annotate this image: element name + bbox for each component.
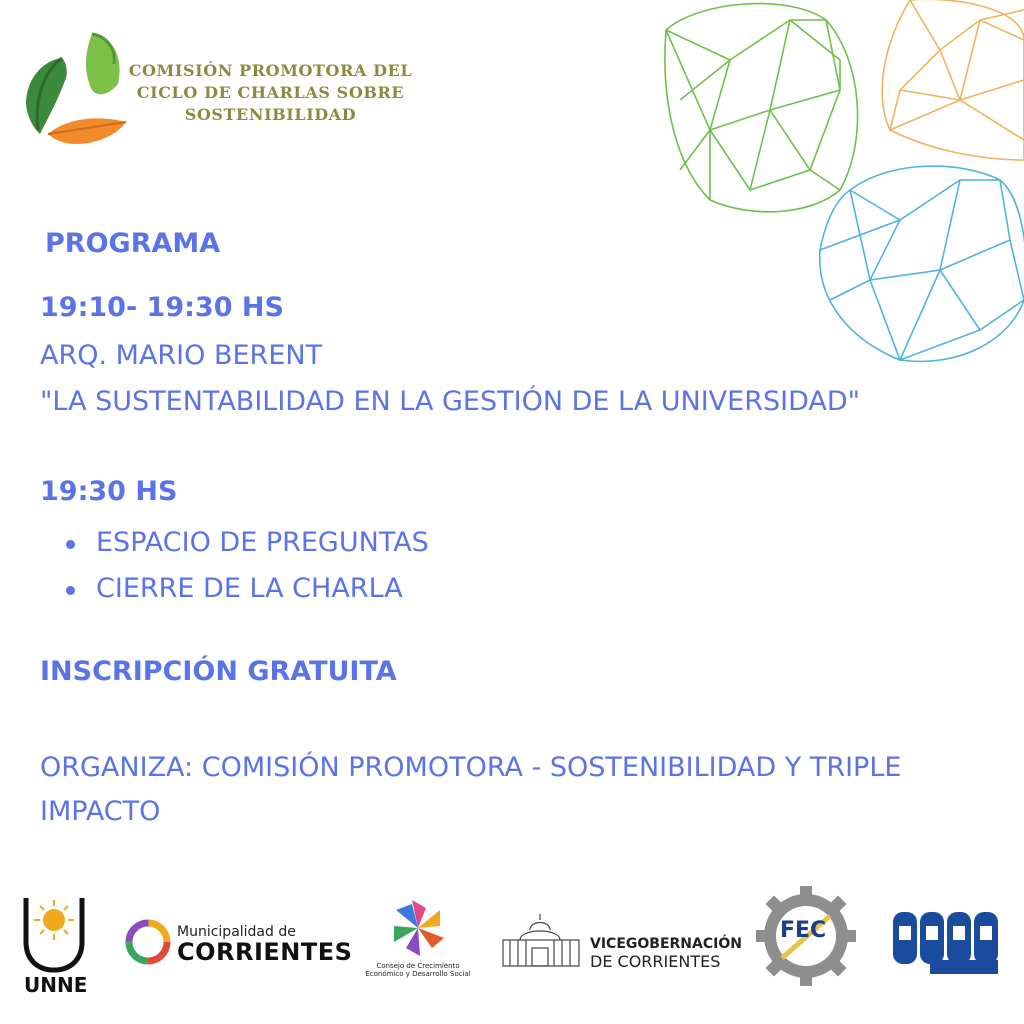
unne-label: UNNE <box>24 973 88 997</box>
slot1-speaker: ARQ. MARIO BERENT <box>40 340 323 371</box>
list-item <box>62 566 429 612</box>
header-line-1: COMISIÓN PROMOTORA DEL <box>128 61 413 80</box>
header-line-3: SOSTENIBILIDAD <box>184 105 357 124</box>
bullet-icon <box>66 586 75 595</box>
list-item-text: CIERRE DE LA CHARLA <box>96 573 403 604</box>
consejo-pinwheel-icon <box>394 900 444 956</box>
list-item <box>62 520 429 566</box>
sponsor-logos-graphics <box>0 880 1024 1000</box>
bullet-icon <box>66 540 75 549</box>
cpce-sublabel: corrientes <box>938 962 996 973</box>
slot1-talk-title: "LA SUSTENTABILIDAD EN LA GESTIÓN DE LA UNIVERSIDAD" <box>40 386 861 417</box>
slot1-time: 19:10- 19:30 HS <box>40 292 284 323</box>
municipalidad-logo-icon <box>129 923 167 961</box>
orange-wireframe-sphere <box>882 0 1024 160</box>
slot2-items-list <box>62 520 429 612</box>
unne-logo-icon <box>26 898 82 970</box>
vicegobernacion-label-line1: VICEGOBERNACIÓN <box>590 936 742 952</box>
green-wireframe-sphere <box>665 4 858 212</box>
header-organization-name <box>128 60 413 126</box>
fec-label: FEC <box>780 918 827 943</box>
header-line-2: CICLO DE CHARLAS SOBRE <box>136 83 405 102</box>
vicegobernacion-label-line2: DE CORRIENTES <box>590 952 721 971</box>
blue-wireframe-sphere <box>820 166 1024 361</box>
slot2-time: 19:30 HS <box>40 476 178 507</box>
registration-notice: INSCRIPCIÓN GRATUITA <box>40 656 397 687</box>
vicegobernacion-building-icon <box>503 914 579 966</box>
consejo-label: Consejo de Crecimiento Económico y Desarrollo Social <box>365 962 471 978</box>
organizer-text: ORGANIZA: COMISIÓN PROMOTORA - SOSTENIBILIDAD Y TRIPLE IMPACTO <box>40 752 902 827</box>
list-item-text: ESPACIO DE PREGUNTAS <box>96 527 429 558</box>
municipalidad-label-big: CORRIENTES <box>177 938 353 966</box>
wireframe-spheres-decoration <box>640 0 1024 370</box>
leaf-logo-icon <box>14 30 136 148</box>
program-title: PROGRAMA <box>45 228 221 259</box>
municipalidad-label-small: Municipalidad de <box>177 924 296 940</box>
